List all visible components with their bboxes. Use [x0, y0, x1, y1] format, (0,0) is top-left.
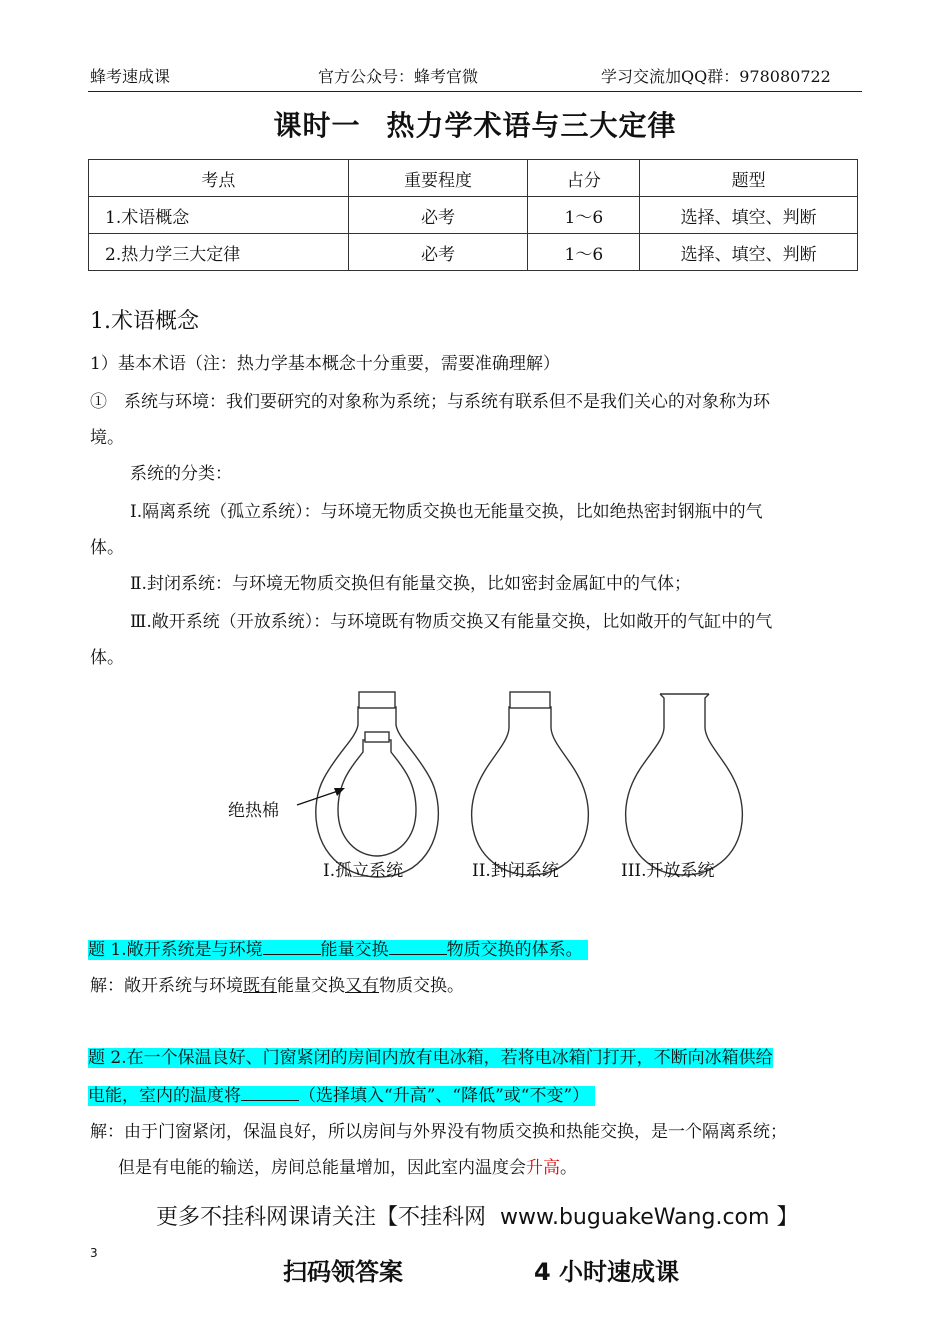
insulation-label: 绝热棉 — [228, 801, 279, 821]
answer-1 — [90, 968, 464, 1004]
q1-part1: 题 1.敞开系统是与环境 — [88, 940, 263, 960]
answer-2-line2 — [118, 1150, 577, 1186]
a2-answer: 升高 — [526, 1158, 560, 1178]
basic-intro: 1）基本术语（注：热力学基本概念十分重要，需要准确理解） — [90, 354, 560, 374]
q1-blank-1[interactable] — [263, 936, 321, 955]
page-number: 3 — [90, 1246, 98, 1260]
cat3-line1: Ⅲ.敞开系统（开放系统）：与环境既有物质交换又有能量交换，比如敞开的气缸中的气 — [130, 612, 773, 632]
scan-answer-label: 扫码领答案 — [283, 1258, 403, 1286]
title-part1: 课时一 — [273, 109, 361, 142]
title-part2: 热力学术语与三大定律 — [386, 109, 677, 142]
a2-text: 但是有电能的输送，房间总能量增加，因此室内温度会 — [118, 1158, 526, 1178]
classify-label: 系统的分类： — [130, 464, 232, 484]
table-cell: 1.术语概念 — [89, 197, 349, 234]
caption-isolated: I.孤立系统 — [323, 861, 404, 881]
flask-open — [626, 694, 743, 875]
table-cell: 选择、填空、判断 — [640, 234, 858, 271]
a1-underline-2: 又有 — [345, 976, 379, 996]
table-row — [89, 234, 858, 271]
table-cell: 必考 — [348, 197, 528, 234]
a1-underline-1: 既有 — [243, 976, 277, 996]
q1-part2: 能量交换 — [320, 940, 389, 960]
cat1-line2: 体。 — [90, 538, 124, 558]
key-points-table — [88, 159, 858, 271]
cat2-line: Ⅱ.封闭系统：与环境无物质交换但有能量交换，比如密封金属缸中的气体； — [130, 574, 691, 594]
header-left: 蜂考速成课 — [90, 67, 171, 86]
table-header: 占分 — [528, 160, 640, 197]
table-header-row — [89, 160, 858, 197]
table-cell: 1～6 — [528, 234, 640, 271]
item1-line1: ① 系统与环境：我们要研究的对象称为系统；与系统有联系但不是我们关心的对象称为环 — [90, 392, 770, 412]
page-title — [0, 104, 950, 144]
table-cell: 必考 — [348, 234, 528, 271]
table-cell: 选择、填空、判断 — [640, 197, 858, 234]
caption-closed: II.封闭系统 — [472, 861, 559, 881]
table-header: 重要程度 — [348, 160, 528, 197]
q2-line1: 题 2.在一个保温良好、门窗紧闭的房间内放有电冰箱，若将电冰箱门打开，不断向冰箱供给 — [88, 1048, 773, 1068]
table-row — [89, 197, 858, 234]
a1-mid: 能量交换 — [277, 976, 345, 996]
header-divider — [88, 91, 862, 92]
header-right: 学习交流加QQ群：978080722 — [601, 67, 831, 86]
table-header: 考点 — [89, 160, 349, 197]
a2-end: 。 — [560, 1158, 577, 1178]
a1-prefix: 解：敞开系统与环境 — [90, 976, 243, 996]
q1-blank-2[interactable] — [389, 936, 447, 955]
header-center: 官方公众号：蜂考官微 — [318, 67, 479, 86]
question-1-highlight — [88, 940, 588, 960]
table-cell: 1～6 — [528, 197, 640, 234]
q2-line2-b: （选择填入“升高”、“降低”或“不变”） — [299, 1086, 590, 1106]
course-label: 4 小时速成课 — [534, 1258, 680, 1286]
q2-blank[interactable] — [241, 1082, 299, 1101]
item1-line2: 境。 — [90, 428, 124, 448]
answer-2-line1: 解：由于门窗紧闭，保温良好，所以房间与外界没有物质交换和热能交换，是一个隔离系统； — [90, 1122, 787, 1142]
table-cell: 2.热力学三大定律 — [89, 234, 349, 271]
section-heading: 1.术语概念 — [90, 309, 199, 334]
question-2-line2 — [88, 1078, 595, 1114]
q1-part3: 物质交换的体系。 — [446, 940, 583, 960]
flask-isolated — [316, 692, 439, 877]
caption-open: III.开放系统 — [621, 861, 715, 881]
question-2-line1 — [88, 1040, 773, 1076]
promo-line: 更多不挂科网课请关注【不挂科网 www.buguakeWang.com 】 — [156, 1205, 799, 1230]
a1-suffix: 物质交换。 — [379, 976, 464, 996]
cat1-line1: Ⅰ.隔离系统（孤立系统）：与环境无物质交换也无能量交换，比如绝热密封钢瓶中的气 — [130, 502, 763, 522]
table-header: 题型 — [640, 160, 858, 197]
question-2-highlight — [88, 1086, 595, 1106]
flask-closed — [472, 692, 589, 875]
question-1 — [88, 932, 588, 968]
cat3-line2: 体。 — [90, 648, 124, 668]
q2-line2-a: 电能，室内的温度将 — [88, 1086, 241, 1106]
